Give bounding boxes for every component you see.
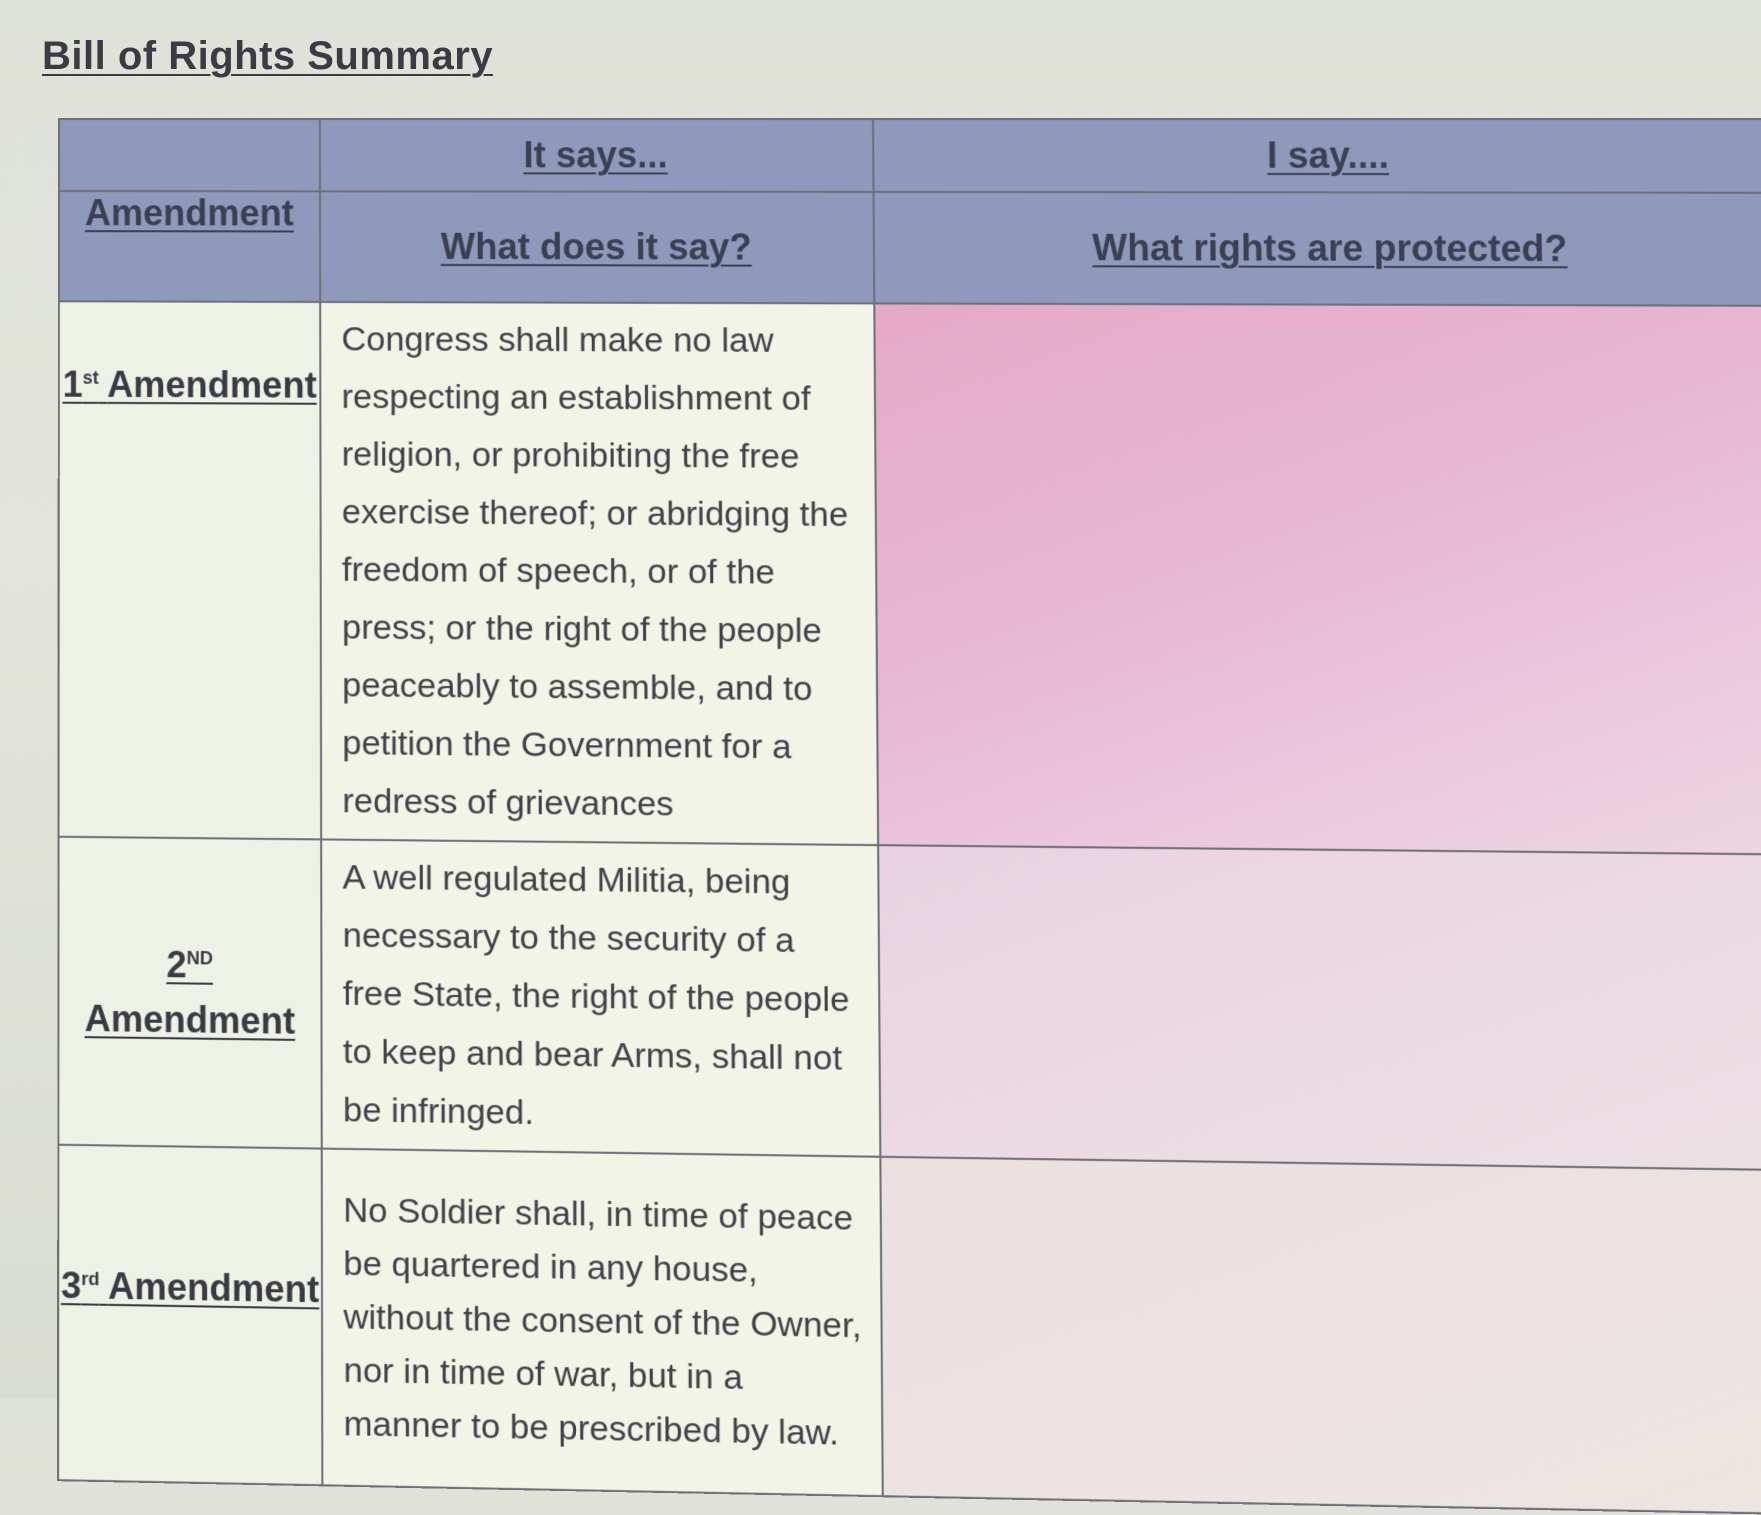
amendment-cell-3: 3rd Amendment (58, 1145, 322, 1486)
header-i-say: I say.... (873, 119, 1761, 193)
bill-of-rights-table (57, 118, 1761, 1515)
amendment-cell-2: 2ND Amendment (58, 837, 321, 1149)
text-cell-3: No Soldier shall, in time of peace be quartered in any house, without the consent of the Owner, nor in time of war, but in a manner to be prescribed by law. (322, 1149, 883, 1497)
header-what-rights-protected: What rights are protected? (874, 192, 1761, 306)
table-row (59, 301, 1761, 854)
header-it-says: It says... (320, 119, 874, 192)
header-column-row (59, 191, 1761, 306)
table-row (58, 837, 1761, 1171)
header-empty-cell (59, 119, 320, 191)
rights-input-cell-2[interactable] (878, 845, 1761, 1170)
text-cell-2: A well regulated Militia, being necessary to the security of a free State, the right of the people to keep and bear Arms, shall not be infringed. (321, 839, 880, 1156)
header-what-does-it-say: What does it say? (320, 191, 874, 303)
rights-input-cell-3[interactable] (880, 1157, 1761, 1514)
table-row (58, 1145, 1761, 1515)
page-title: Bill of Rights Summary (42, 34, 494, 78)
text-cell-1: Congress shall make no law respecting an establishment of religion, or prohibiting the free exercise thereof; or abridging the freedom of speech, or of the press; or the right of the people peaceably to assemble, and to petition the Government for a redress of grievances (320, 302, 878, 845)
header-group-row (59, 119, 1761, 193)
header-amendment: Amendment (59, 191, 320, 302)
rights-input-cell-1[interactable] (874, 303, 1761, 854)
amendment-cell-1: 1st Amendment (59, 301, 322, 839)
bill-of-rights-table-container (57, 118, 1761, 1453)
